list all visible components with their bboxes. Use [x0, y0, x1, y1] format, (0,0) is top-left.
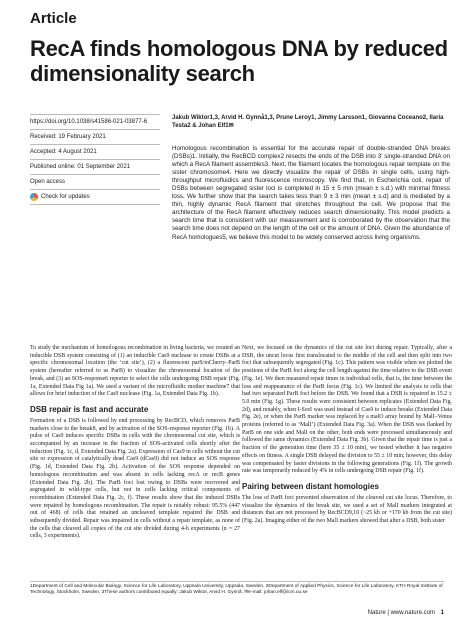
- accepted-date: Accepted: 4 August 2021: [30, 144, 160, 159]
- body-paragraph: The loss of ParB foci prevented observation of the cleaved cut site locus. Therefore, to visualize the dynamics of the break site, we used a set of MalI markers integrated at distances that are not processed by RecBCD9,10 (~25 kb or +170 kb from the cut site) (Fig. 2a). Imaging either of the two MalI markers showed that after a DSB, both sister: [242, 494, 452, 525]
- open-access-label: Open access: [30, 174, 160, 189]
- section-heading: Pairing between distant homologies: [242, 481, 379, 491]
- article-title: RecA finds homologous DNA by reduced dimensionality search: [30, 36, 448, 86]
- received-date: Received: 19 February 2021: [30, 129, 160, 144]
- article-type-label: Article: [30, 10, 77, 27]
- body-column-right: [242, 345, 452, 526]
- check-updates-label: Check for updates: [41, 194, 90, 200]
- abstract: Homologous recombination is essential for the accurate repair of double-stranded DNA breaks (DSBs)1. Initially, the RecBCD complex2 resects the ends of the DSB into 3′ single-stranded DNA on which a RecA filament assembles3. Next, the filament locates the homologous repair template on the sister chromosome4. Here we directly visualize the repair of DSBs in single cells, using high-throughput microfluidics and fluorescence microscopy. We find that, in Escherichia coli, repair of DSBs between segregated sister loci is completed in 15 ± 5 min (mean ± s.d.) with minimal fitness loss. We further show that the search takes less than 9 ± 3 min (mean ± s.d) and is mediated by a thin, highly dynamic RecA filament that stretches throughout the cell. We propose that the architecture of the RecA filament effectively reduces search dimensionality. This model predicts a search time that is consistent with our measurement and is corroborated by the observation that the search time does not depend on the length of the cell or the amount of DNA. Given the abundance of RecA homologues5, we believe this model to be widely conserved across living organisms.: [172, 145, 450, 241]
- check-updates-button[interactable]: [30, 189, 160, 205]
- author-list: Jakub Wiktor1,3, Arvid H. Gynnå1,3, Prune Leroy1, Jimmy Larsson1, Giovanna Coceano2, Ilaria Testa2 & Johan Elf1✉: [172, 115, 444, 129]
- body-paragraph: To study the mechanism of homologous recombination in living bacteria, we created an inducible DSB system consisting of (1) an inducible Cas9 nuclease to create DSBs at a specific chromosomal location (the ‘cut site’), (2) a fluorescent parS/mCherry–ParB system (hereafter referred to as ParB) to visualize the chromosomal location of the break, and (3) an SOS-response6 reporter to select the cells undergoing DSB repair (Fig. 1a, Extended Data Fig 1a). We used a variant of the microfluidic mother machine7 that allows for brief induction of the Cas9 nuclease (Fig. 1a, Extended Data Fig. 1b).: [30, 345, 240, 398]
- doi-link[interactable]: https://doi.org/10.1038/s41586-021-03877-6: [30, 114, 160, 129]
- affiliations-footnote: 1Department of Cell and Molecular Biology, Science for Life Laboratory, Uppsala University, Uppsala, Sweden. 2Department of Applied Physics, Science for Life Laboratory, KTH Royal Institute of Technology, Stockholm, Sweden. 3These authors contributed equally: Jakub Wiktor, Arvid H. Gynnå. ✉e-mail: johan.elf@icm.uu.se: [30, 581, 444, 596]
- body-column-left: [30, 345, 240, 541]
- section-heading: DSB repair is fast and accurate: [30, 404, 149, 414]
- check-updates-icon: [30, 193, 38, 201]
- page-footer: [30, 610, 444, 616]
- body-paragraph: Formation of a DSB is followed by end processing by RecBCD, which removes ParB markers close to the break8, and by activation of the SOS-response reporter (Fig. 1b). A pulse of Cas9 induces specific DSBs in cells with the chromosomal cut site, which is accompanied by an increase in the fraction of SOS-activated cells shortly after the induction (Fig. 1c, d, Extended Data Fig. 2a). Expression of Cas9 in cells without the cut site or expression of catalytically dead Cas9 (dCas9) did not induce an SOS response (Fig. 1d, Extended Data Fig. 2b). Activation of the SOS response depended on homologous recombination and was absent in cells lacking recA or recB genes (Extended Data Fig. 2b). The ParB foci lost owing to DSBs were recovered and segregated in wild-type cells, but not in cells lacking critical components of recombination (Extended Data Fig. 2c, f). These results show that the induced DSBs were repaired by homologous recombination. The repair is notably robust: 95.5% (447 out of 468) of cells that retained an uncleaved template repaired the DSB and subsequently divided. Repair was impaired in cells without a repair template, as none of the cells that cleaved all copies of the cut site divided during 4-h experiments (n = 27 cells, 3 experiments).: [30, 417, 240, 540]
- published-date: Published online: 01 September 2021: [30, 159, 160, 174]
- body-paragraph: Next, we focused on the dynamics of the cut site loci during repair. Typically, after a DSB, the uncut locus first translocated to the middle of the cell and then split into two foci that subsequently segregated (Fig. 1c). This pattern was visible when we plotted the positions of the ParB foci along the cell length against the time relative to the DSB event (Fig. 1e). We then measured repair times in individual cells, that is, the time between the loss and reappearance of the ParB focus (Fig. 1c). We limited the analysis to cells that had two separated ParB foci before the DSB. We found that a DSB is repaired in 15.2 ± 5.0 min (Fig. 1g). These results were consistent between replicates (Extended Data Fig. 2d), and notably, when I-SceI was used instead of Cas9 to induce breaks (Extended Data Fig. 2e), or when the ParB marker was replaced by a malO array bound by MalI–Venus proteins (referred to as ‘MalI’) (Extended Data Fig. 3a). When the DSB was flanked by ParB on one side and MalI on the other, both ends were processed simultaneously and followed the same dynamics (Extended Data Fig. 3b). Given that the repair time is just a fraction of the generation time (here 35 ± 10 min), we tested whether it has negative effects on fitness. A single DSB delayed the division to 55 ± 10 min; however, this delay was compensated by faster divisions in the following generations (Fig. 1f). The growth rate was temporarily reduced by 4% in cells undergoing DSB repair (Fig. 1f).: [242, 345, 452, 475]
- journal-footer: Nature | www.nature.com: [367, 610, 435, 616]
- article-meta: [30, 114, 160, 205]
- page-number: 1: [440, 610, 444, 616]
